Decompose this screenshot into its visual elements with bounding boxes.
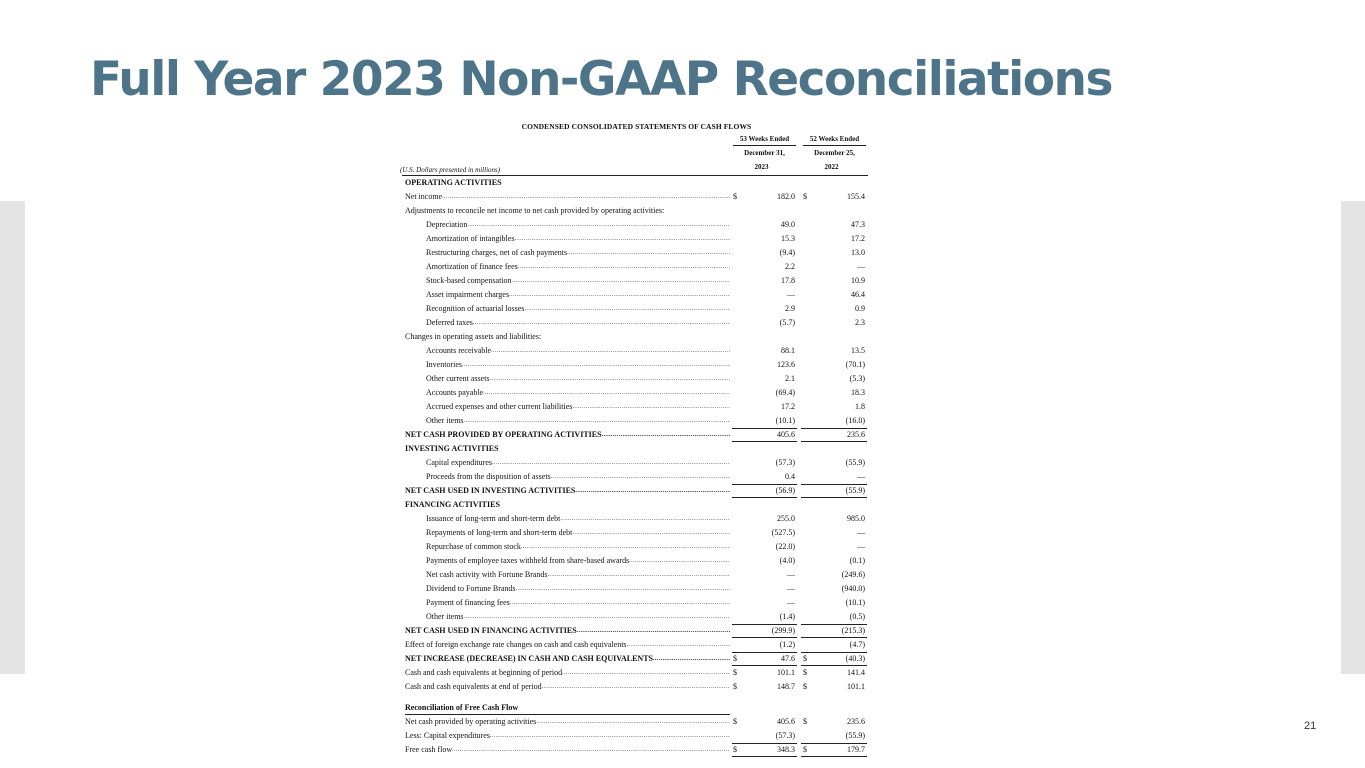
section-header-row xyxy=(405,498,868,512)
col1-header-year: 2023 xyxy=(754,163,769,171)
dot-leader xyxy=(572,400,730,414)
value-2023: 0.4 xyxy=(785,472,795,481)
total-rule-bottom xyxy=(732,756,797,757)
row-label-text: Cash and cash equivalents at beginning of period xyxy=(405,668,563,677)
row-label-text: Accounts payable xyxy=(426,388,484,397)
row-label xyxy=(405,204,730,218)
value-2023: (5.7) xyxy=(779,318,795,327)
value-2023: (56.9) xyxy=(775,486,795,495)
dot-leader xyxy=(524,302,730,316)
row-label xyxy=(405,638,730,652)
row-label-text: Amortization of intangibles xyxy=(426,234,515,243)
row-label xyxy=(426,358,730,372)
dot-leader xyxy=(483,386,730,400)
total-rule-top xyxy=(801,428,867,429)
value-2023: — xyxy=(787,584,795,593)
value-2023: 405.6 xyxy=(777,717,795,726)
total-rule-top xyxy=(732,428,797,429)
value-2022: 47.3 xyxy=(851,220,865,229)
line-item-row xyxy=(405,540,868,554)
line-item-row xyxy=(405,190,868,204)
line-item-row xyxy=(405,526,868,540)
dot-leader xyxy=(548,568,730,582)
row-label xyxy=(405,729,730,743)
value-2022: 13.0 xyxy=(851,248,865,257)
line-item-row xyxy=(405,610,868,624)
row-label xyxy=(426,372,730,386)
row-label-text: Recognition of actuarial losses xyxy=(426,304,525,313)
row-label-text: Repayments of long-term and short-term debt xyxy=(426,528,573,537)
row-label xyxy=(426,288,730,302)
total-rule-bottom xyxy=(801,756,867,757)
dot-leader xyxy=(567,246,730,260)
line-item-row xyxy=(405,568,868,582)
value-2022: 17.2 xyxy=(851,234,865,243)
dot-leader xyxy=(572,526,730,540)
row-label-text: FINANCING ACTIVITIES xyxy=(405,500,500,509)
dot-leader xyxy=(490,372,730,386)
row-label-text: Restructuring charges, net of cash payments xyxy=(426,248,568,257)
value-2022: 10.9 xyxy=(851,276,865,285)
row-label xyxy=(426,274,730,288)
value-2022: 46.4 xyxy=(851,290,865,299)
dot-leader xyxy=(542,680,730,694)
row-label xyxy=(405,190,730,204)
value-2023: 17.8 xyxy=(781,276,795,285)
col2-header-line2: December 25, xyxy=(814,149,855,157)
value-2023: 182.0 xyxy=(777,192,795,201)
row-label-text: Other items xyxy=(426,612,464,621)
total-row xyxy=(405,743,868,757)
value-2023: 15.3 xyxy=(781,234,795,243)
line-item-row xyxy=(405,386,868,400)
total-rule-top xyxy=(801,743,867,744)
row-label-text: Changes in operating assets and liabilities: xyxy=(405,332,542,341)
line-item-row xyxy=(405,729,868,743)
value-2022: (5.3) xyxy=(849,374,865,383)
header-row-2 xyxy=(405,147,868,161)
value-2023: (57.3) xyxy=(775,731,795,740)
value-2022: 985.0 xyxy=(847,514,865,523)
row-label-text: OPERATING ACTIVITIES xyxy=(405,178,502,187)
row-label xyxy=(426,218,730,232)
dot-leader xyxy=(575,484,730,498)
total-row xyxy=(405,484,868,498)
statement-title: CONDENSED CONSOLIDATED STATEMENTS OF CASH FLOWS xyxy=(521,122,752,131)
total-rule-top xyxy=(801,484,867,485)
value-2023: — xyxy=(787,290,795,299)
line-item-row xyxy=(405,596,868,610)
row-label xyxy=(405,652,730,666)
total-rule-top xyxy=(732,743,797,744)
row-label-text: NET INCREASE (DECREASE) IN CASH AND CASH EQUIVALENTS xyxy=(405,654,653,663)
value-2023: 47.6 xyxy=(781,654,795,663)
row-label xyxy=(405,176,730,190)
value-2022: 0.9 xyxy=(855,304,865,313)
dot-leader xyxy=(510,596,730,610)
row-label xyxy=(426,540,730,554)
row-label-text: Free cash flow xyxy=(405,745,453,754)
dot-leader xyxy=(521,540,730,554)
value-2022: — xyxy=(857,472,865,481)
value-2023: 348.3 xyxy=(777,745,795,754)
total-row xyxy=(405,624,868,638)
line-item-row xyxy=(405,260,868,274)
value-2022: 155.4 xyxy=(847,192,865,201)
row-label-text: Capital expenditures xyxy=(426,458,492,467)
value-2023: (10.1) xyxy=(775,416,795,425)
row-label-text: Stock-based compensation xyxy=(426,276,512,285)
dot-leader xyxy=(452,743,730,757)
value-2023: 2.2 xyxy=(785,262,795,271)
line-item-row xyxy=(405,400,868,414)
dot-leader xyxy=(473,316,730,330)
row-label-text: Adjustments to reconcile net income to net cash provided by operating activities: xyxy=(405,206,665,215)
total-rule-top xyxy=(732,484,797,485)
value-2022: (55.9) xyxy=(845,486,865,495)
row-label-text: Cash and cash equivalents at end of period xyxy=(405,682,542,691)
currency-symbol: $ xyxy=(803,654,807,663)
header-row-3 xyxy=(402,161,868,176)
dot-leader xyxy=(464,414,730,428)
line-item-row xyxy=(405,302,868,316)
row-label-text: INVESTING ACTIVITIES xyxy=(405,444,499,453)
line-item-row xyxy=(405,246,868,260)
row-label xyxy=(405,330,730,344)
value-2023: (4.0) xyxy=(779,556,795,565)
slide-title: Full Year 2023 Non-GAAP Reconciliations xyxy=(90,52,1112,107)
dot-leader xyxy=(551,470,730,484)
value-2022: 179.7 xyxy=(847,745,865,754)
row-label-text: NET CASH PROVIDED BY OPERATING ACTIVITIES xyxy=(405,430,602,439)
statement-rows xyxy=(405,176,868,694)
dot-leader xyxy=(653,652,730,666)
value-2022: 13.5 xyxy=(851,346,865,355)
value-2023: (1.2) xyxy=(779,640,795,649)
row-label xyxy=(426,246,730,260)
currency-symbol: $ xyxy=(733,717,737,726)
col2-header-year: 2022 xyxy=(824,163,839,171)
row-label-text: Net cash provided by operating activities xyxy=(405,717,537,726)
line-item-row xyxy=(405,680,868,694)
total-rule-top xyxy=(732,624,797,625)
value-2023: 17.2 xyxy=(781,402,795,411)
line-item-row xyxy=(405,638,868,652)
dot-leader xyxy=(509,288,730,302)
row-label-text: Other items xyxy=(426,416,464,425)
row-label-text: Accrued expenses and other current liabilities xyxy=(426,402,573,411)
value-2022: 1.8 xyxy=(855,402,865,411)
dot-leader xyxy=(491,344,730,358)
value-2022: (0.1) xyxy=(849,556,865,565)
right-side-band xyxy=(1341,201,1365,674)
value-2022: 18.3 xyxy=(851,388,865,397)
row-label-text: NET CASH USED IN INVESTING ACTIVITIES xyxy=(405,486,576,495)
dot-leader xyxy=(464,610,730,624)
value-2023: 255.0 xyxy=(777,514,795,523)
total-rule-top xyxy=(732,652,797,653)
line-item-row xyxy=(405,715,868,729)
value-2022: (70.1) xyxy=(845,360,865,369)
row-label xyxy=(405,484,730,498)
value-2023: 49.0 xyxy=(781,220,795,229)
row-label-text: Payments of employee taxes withheld from share-based awards xyxy=(426,556,630,565)
row-label xyxy=(405,715,730,729)
page-number: 21 xyxy=(1304,720,1317,732)
row-label xyxy=(426,596,730,610)
row-label-text: Inventories xyxy=(426,360,462,369)
row-label-text: Dividend to Fortune Brands xyxy=(426,584,516,593)
row-label-text: Payment of financing fees xyxy=(426,598,510,607)
row-label-text: Asset impairment charges xyxy=(426,290,509,299)
row-label xyxy=(426,344,730,358)
total-rule-top xyxy=(801,624,867,625)
value-2023: (299.9) xyxy=(771,626,795,635)
row-label xyxy=(426,554,730,568)
line-item-row xyxy=(405,512,868,526)
value-2023: (1.4) xyxy=(779,612,795,621)
total-row xyxy=(405,652,868,666)
line-item-row xyxy=(405,582,868,596)
value-2022: (4.7) xyxy=(849,640,865,649)
value-2022: 2.3 xyxy=(855,318,865,327)
value-2022: (10.1) xyxy=(845,598,865,607)
line-item-row xyxy=(405,456,868,470)
currency-symbol: $ xyxy=(733,668,737,677)
line-item-row xyxy=(405,358,868,372)
row-label xyxy=(426,316,730,330)
col1-header-line1: 53 Weeks Ended xyxy=(733,133,796,146)
row-label-text: Less: Capital expenditures xyxy=(405,731,490,740)
dot-leader xyxy=(518,260,730,274)
row-label xyxy=(426,232,730,246)
header-row-1 xyxy=(405,133,868,147)
section-header-row xyxy=(405,442,868,456)
currency-symbol: $ xyxy=(803,717,807,726)
dot-leader xyxy=(462,358,730,372)
value-2022: (55.9) xyxy=(845,731,865,740)
row-label xyxy=(426,470,730,484)
row-label xyxy=(405,680,730,694)
row-label xyxy=(426,512,730,526)
row-label xyxy=(426,386,730,400)
row-label-text: Net cash activity with Fortune Brands xyxy=(426,570,548,579)
row-label-text: Issuance of long-term and short-term debt xyxy=(426,514,561,523)
value-2022: (215.3) xyxy=(841,626,865,635)
row-label xyxy=(405,498,730,512)
row-label xyxy=(426,260,730,274)
col1-header-line2: December 31, xyxy=(744,149,785,157)
dot-leader xyxy=(492,456,730,470)
row-label-text: Deferred taxes xyxy=(426,318,473,327)
row-label-text: Accounts receivable xyxy=(426,346,492,355)
line-item-row xyxy=(405,372,868,386)
dot-leader xyxy=(562,666,730,680)
dot-leader xyxy=(516,582,730,596)
value-2023: — xyxy=(787,570,795,579)
line-item-row xyxy=(405,316,868,330)
dot-leader xyxy=(629,554,730,568)
units-note: (U.S. Dollars presented in millions) xyxy=(400,166,501,174)
currency-symbol: $ xyxy=(733,192,737,201)
line-item-row xyxy=(405,288,868,302)
dot-leader xyxy=(467,218,730,232)
dot-leader xyxy=(514,232,730,246)
row-label xyxy=(426,302,730,316)
line-item-row xyxy=(405,666,868,680)
row-label xyxy=(405,442,730,456)
row-label-text: Depreciation xyxy=(426,220,468,229)
currency-symbol: $ xyxy=(733,654,737,663)
left-side-band xyxy=(0,201,25,674)
value-2022: 235.6 xyxy=(847,430,865,439)
value-2022: — xyxy=(857,542,865,551)
currency-symbol: $ xyxy=(803,745,807,754)
value-2022: (0.5) xyxy=(849,612,865,621)
row-label-text: Other current assets xyxy=(426,374,490,383)
line-item-row xyxy=(405,414,868,428)
line-item-row xyxy=(405,218,868,232)
fcf-rows xyxy=(405,715,868,757)
row-label xyxy=(426,568,730,582)
section-spacer xyxy=(405,694,868,701)
row-label xyxy=(426,400,730,414)
currency-symbol: $ xyxy=(733,682,737,691)
value-2023: (57.3) xyxy=(775,458,795,467)
total-rule-top xyxy=(801,652,867,653)
row-label xyxy=(405,666,730,680)
value-2022: 235.6 xyxy=(847,717,865,726)
value-2022: 101.1 xyxy=(847,682,865,691)
row-label-text: Effect of foreign exchange rate changes on cash and cash equivalents xyxy=(405,640,627,649)
dot-leader xyxy=(602,428,730,442)
line-item-row xyxy=(405,204,868,218)
value-2022: (55.9) xyxy=(845,458,865,467)
row-label-text: Proceeds from the disposition of assets xyxy=(426,472,551,481)
value-2023: 2.9 xyxy=(785,304,795,313)
row-label xyxy=(426,456,730,470)
row-label xyxy=(426,526,730,540)
currency-symbol: $ xyxy=(803,682,807,691)
line-item-row xyxy=(405,470,868,484)
row-label-text: Amortization of finance fees xyxy=(426,262,518,271)
value-2023: (9.4) xyxy=(779,248,795,257)
value-2023: — xyxy=(787,598,795,607)
row-label xyxy=(426,414,730,428)
value-2022: — xyxy=(857,528,865,537)
line-item-row xyxy=(405,344,868,358)
value-2023: 2.1 xyxy=(785,374,795,383)
currency-symbol: $ xyxy=(733,745,737,754)
row-label xyxy=(405,624,730,638)
line-item-row xyxy=(405,232,868,246)
row-label xyxy=(405,743,730,757)
currency-symbol: $ xyxy=(803,192,807,201)
fcf-heading-row xyxy=(405,701,868,715)
dot-leader xyxy=(490,729,730,743)
row-label xyxy=(426,610,730,624)
value-2023: (527.5) xyxy=(771,528,795,537)
dot-leader xyxy=(512,274,730,288)
value-2022: 141.4 xyxy=(847,668,865,677)
dot-leader xyxy=(560,512,730,526)
value-2023: 101.1 xyxy=(777,668,795,677)
value-2022: (16.0) xyxy=(845,416,865,425)
row-label-text: NET CASH USED IN FINANCING ACTIVITIES xyxy=(405,626,577,635)
value-2023: 123.6 xyxy=(777,360,795,369)
currency-symbol: $ xyxy=(803,668,807,677)
value-2022: (940.0) xyxy=(841,584,865,593)
value-2022: (40.3) xyxy=(845,654,865,663)
col2-header-line1: 52 Weeks Ended xyxy=(803,133,866,146)
line-item-row xyxy=(405,330,868,344)
fcf-heading: Reconciliation of Free Cash Flow xyxy=(405,703,519,712)
line-item-row xyxy=(405,274,868,288)
dot-leader xyxy=(442,190,730,204)
section-header-row xyxy=(405,176,868,190)
dot-leader xyxy=(536,715,730,729)
value-2023: (22.0) xyxy=(775,542,795,551)
value-2022: — xyxy=(857,262,865,271)
row-label xyxy=(405,428,730,442)
value-2023: 148.7 xyxy=(777,682,795,691)
value-2023: 88.1 xyxy=(781,346,795,355)
total-row xyxy=(405,428,868,442)
value-2023: (69.4) xyxy=(775,388,795,397)
dot-leader xyxy=(577,624,730,638)
value-2023: 405.6 xyxy=(777,430,795,439)
row-label-text: Net income xyxy=(405,192,443,201)
cash-flow-statement xyxy=(400,120,868,757)
line-item-row xyxy=(405,554,868,568)
row-label-text: Repurchase of common stock xyxy=(426,542,521,551)
dot-leader xyxy=(627,638,730,652)
value-2022: (249.6) xyxy=(841,570,865,579)
row-label xyxy=(426,582,730,596)
